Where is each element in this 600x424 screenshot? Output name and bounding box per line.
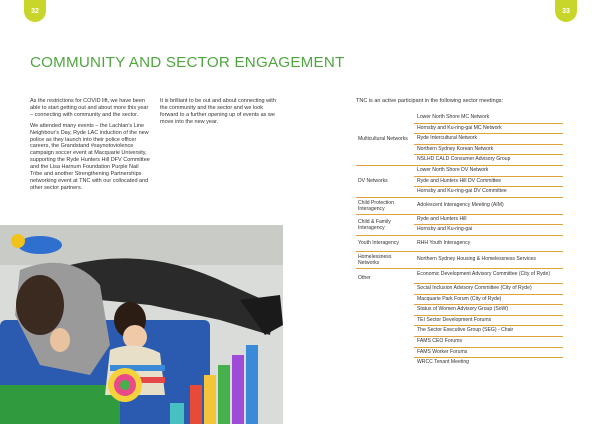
meeting-item: Northern Sydney Korean Network — [414, 145, 563, 156]
meeting-group — [356, 166, 563, 198]
body-column-left — [30, 98, 150, 196]
stacking-block — [190, 385, 202, 424]
stacking-block — [204, 375, 216, 424]
meeting-item: Macquarie Park Forum (City of Ryde) — [414, 295, 563, 306]
meeting-item: Northern Sydney Housing & Homelessness Services — [417, 255, 536, 262]
group-label: Child Protection Interagency — [358, 199, 394, 212]
meeting-item: Adolescent Interagency Meeting (AIM) — [417, 201, 504, 208]
meeting-item: Hornsby and Ku-ring-gai DV Committee — [417, 188, 507, 195]
meeting-item: RHH Youth Interagency — [417, 239, 471, 246]
page-number-right: 33 — [555, 0, 577, 22]
group-label: Multicultural Networks — [358, 135, 408, 142]
paragraph: It is brilliant to be out and about connecting with the community and the sector and we look forward to a further opening up of events as we move into the new year. — [160, 98, 276, 125]
meeting-item: FAMS CEO Forums — [414, 337, 563, 348]
stacking-block — [232, 355, 244, 424]
paragraph: We attended many events – the Lachlan's Line Neighbour's Day, Ryde LAC induction of the new police as they launch into their police officer careers, the Grandstand #saynotoviolence campaign soccer event at Macquarie University, supporting the Ryde Hunters Hill DFV Committee and the Lisa Harnum Foundation Purple Nail Tribe and another Strengthening Partnerships networking event at TNC with our collocated and other sector partners. — [30, 122, 150, 191]
spiral-toy-center — [120, 380, 130, 390]
group-label: Child & Family Interagency — [358, 218, 391, 231]
meeting-group — [356, 269, 563, 368]
group-label: DV Networks — [358, 178, 388, 185]
meeting-item: Ryde and Hunters Hill — [414, 215, 563, 226]
page-title: COMMUNITY AND SECTOR ENGAGEMENT — [30, 54, 345, 71]
sector-meetings-table — [356, 113, 563, 368]
table-intro: TNC is an active participant in the following sector meetings: — [356, 98, 504, 104]
meeting-item: Hornsby and Ku-ring-gai — [417, 226, 473, 233]
meeting-item: Lower North Shore MC Network — [414, 113, 563, 124]
paragraph: As the restrictions for COVID lift, we have been able to start getting out and about more this year – connecting with community and the sector. — [30, 98, 149, 118]
meeting-item: Social Inclusion Advisory Committee (City of Ryde) — [414, 284, 563, 295]
page-number-left: 32 — [24, 0, 46, 22]
meeting-item: WRCC Tenant Meeting — [417, 359, 469, 366]
yellow-ball — [11, 234, 25, 248]
meeting-item: NSLHD CALD Consumer Advisory Group — [417, 156, 511, 163]
meeting-item: Ryde and Hunters Hill DV Committee — [414, 177, 563, 188]
meeting-group — [356, 215, 563, 236]
group-label: Homelessness Networks — [358, 253, 392, 266]
green-mat — [0, 385, 120, 424]
meeting-group — [356, 236, 563, 252]
group-label: Other — [358, 274, 371, 281]
meeting-item: Ryde Intercultural Network — [414, 134, 563, 145]
child-face — [123, 325, 147, 349]
meeting-item: TEI Sector Development Forums — [414, 316, 563, 327]
stacking-block — [246, 345, 258, 424]
meeting-item: Economic Development Advisory Committee (City of Ryde) — [414, 269, 563, 284]
stacking-block — [170, 403, 184, 424]
meeting-group — [356, 113, 563, 166]
meeting-group — [356, 252, 563, 269]
stacking-block — [218, 365, 230, 424]
group-label: Youth Interagency — [358, 240, 399, 247]
adult-face — [50, 328, 70, 352]
meeting-item: Status of Women Advisory Group (SoW) — [414, 305, 563, 316]
meeting-item: Hornsby and Ku-ring-gai MC Network — [414, 124, 563, 135]
adult-hair — [16, 275, 64, 335]
meeting-item: FAMS Worker Forums — [414, 348, 563, 359]
event-photo — [0, 225, 283, 424]
meeting-item: Lower North Shore DV Network — [414, 166, 563, 177]
meeting-item: The Sector Executive Group (SEG) - Chair — [414, 326, 563, 337]
body-column-middle — [160, 98, 278, 130]
meeting-group — [356, 198, 563, 215]
